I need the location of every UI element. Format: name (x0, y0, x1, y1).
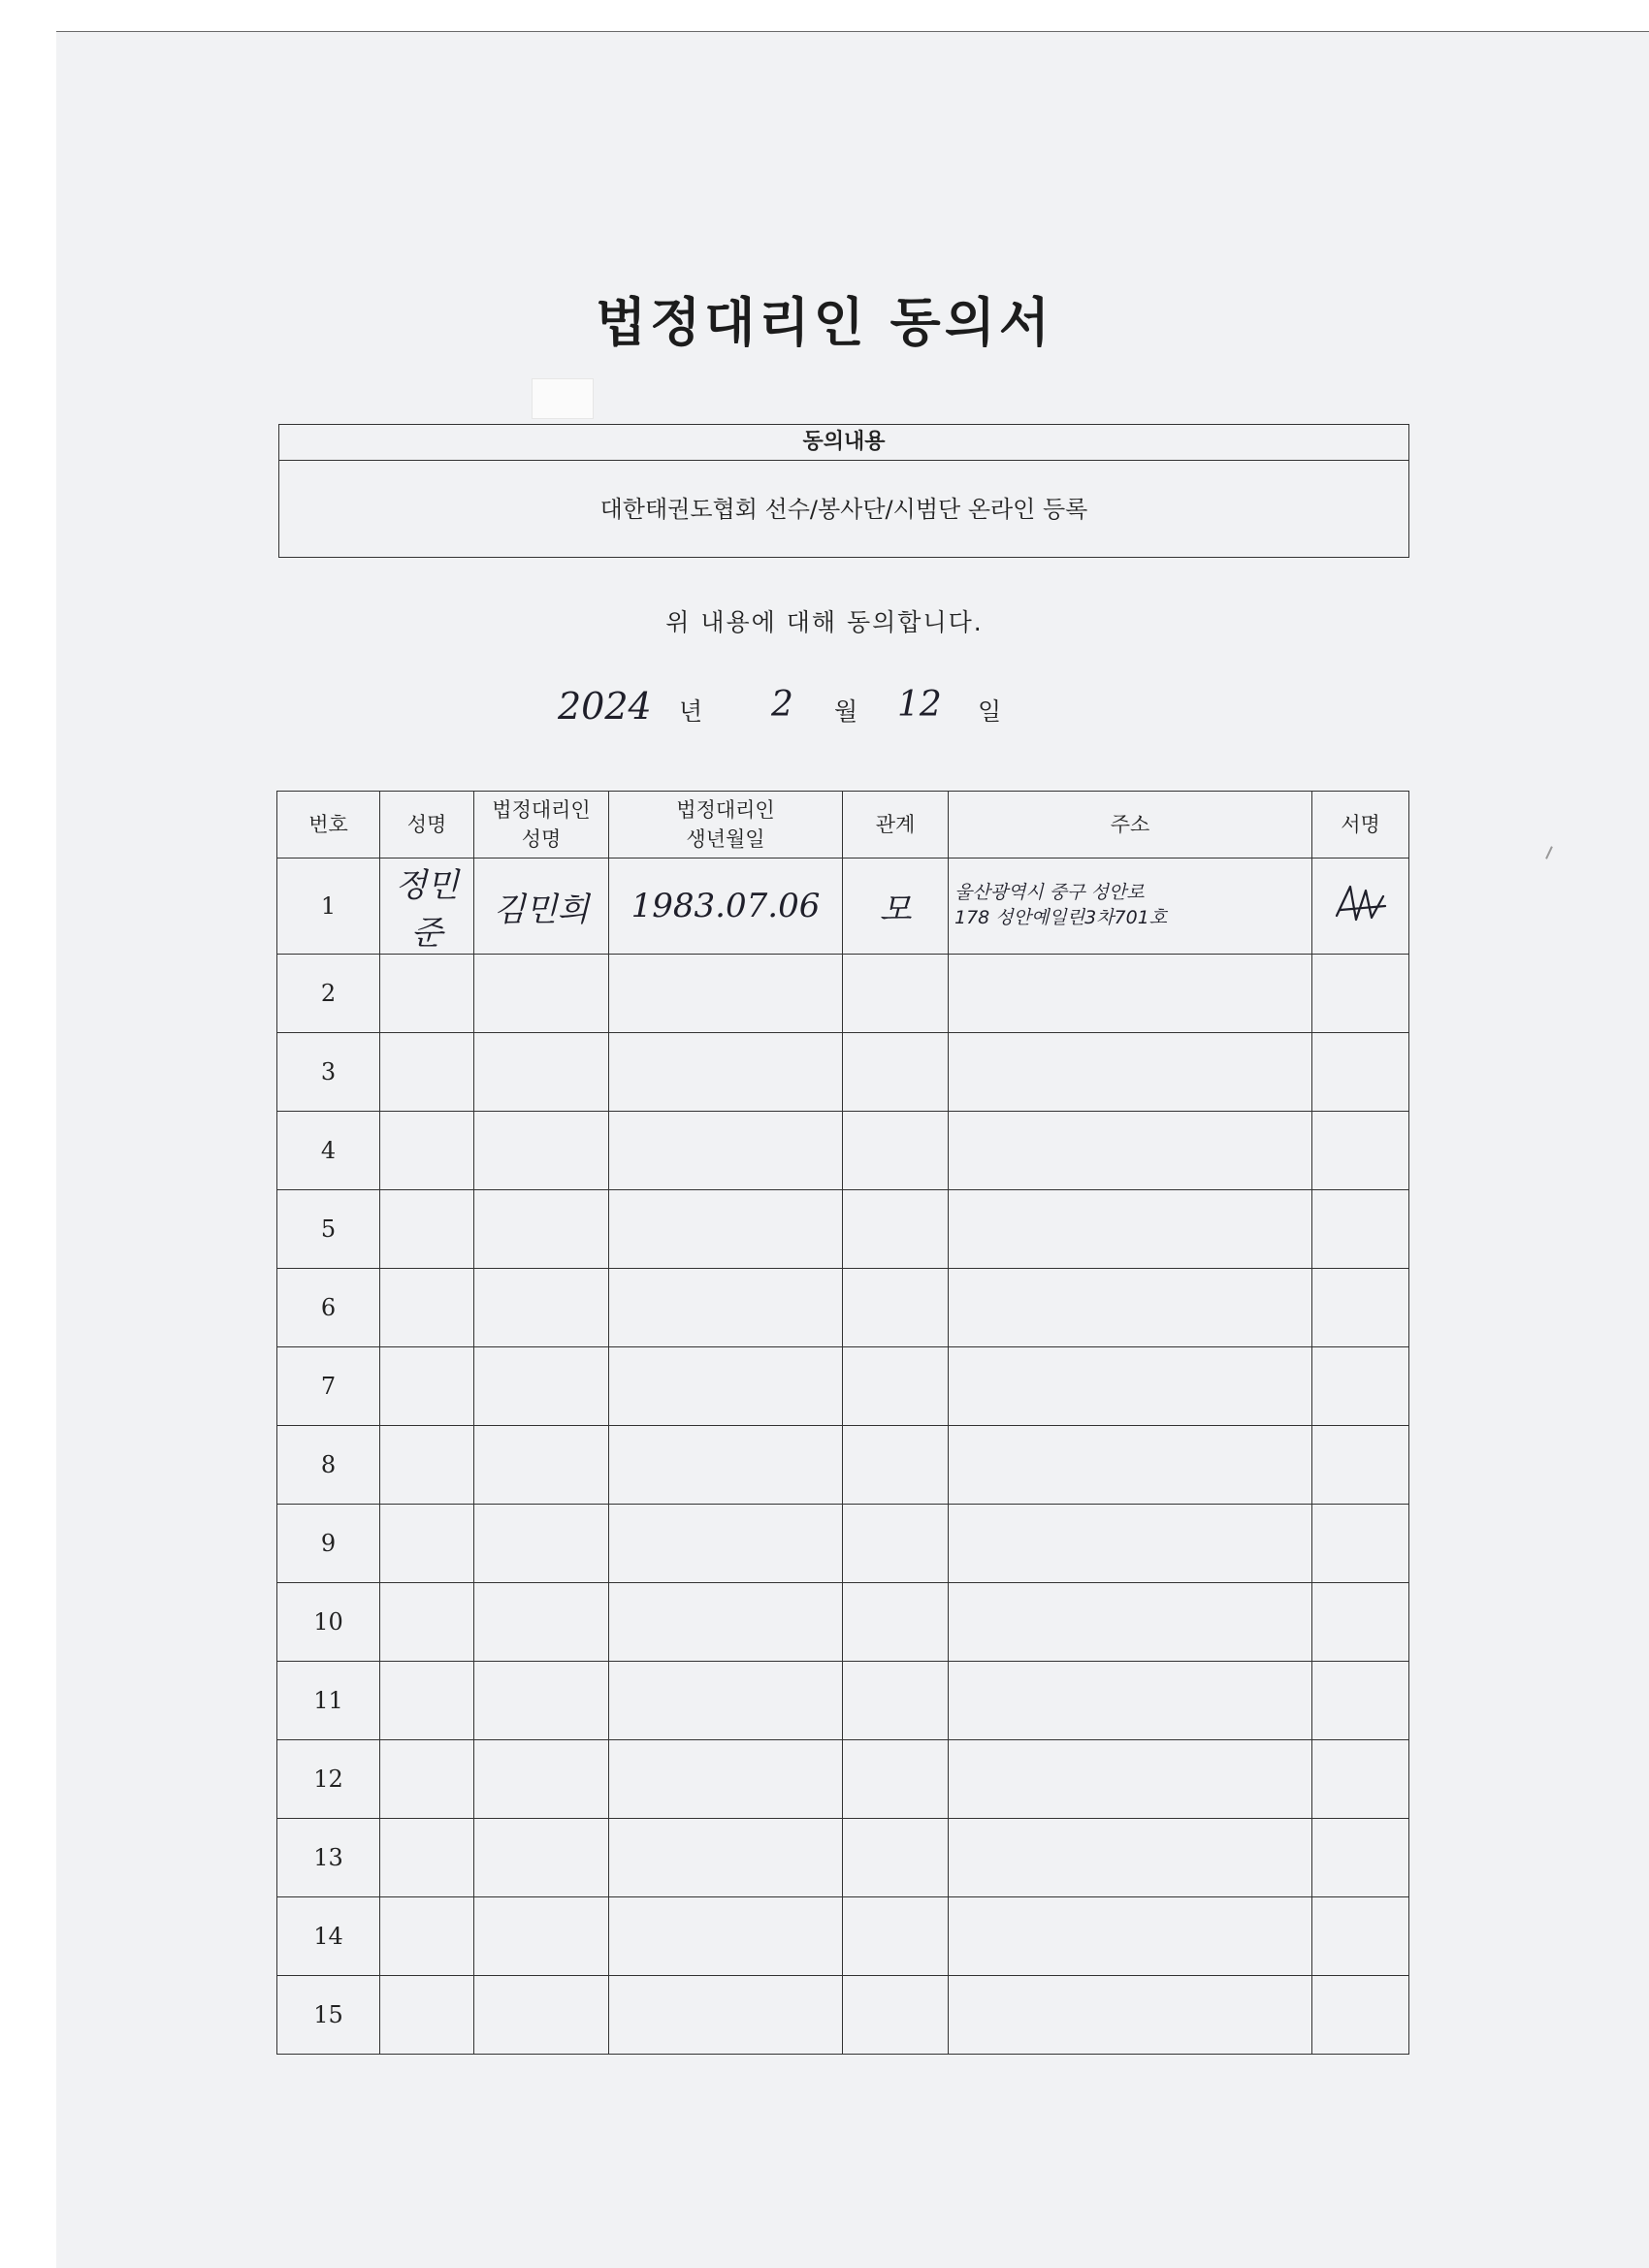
cell-relation (843, 1347, 949, 1426)
cell-guardian-name: 김민희 (474, 859, 609, 955)
cell-guardian-birth (609, 1662, 843, 1740)
cell-address (949, 1583, 1312, 1662)
cell-guardian-name (474, 1976, 609, 2055)
table-row (277, 1897, 1409, 1976)
cell-relation (843, 1583, 949, 1662)
date-day-unit: 일 (978, 697, 1002, 726)
cell-name (380, 1505, 474, 1583)
cell-address (949, 1819, 1312, 1897)
cell-guardian-name (474, 1269, 609, 1347)
cell-relation (843, 1190, 949, 1269)
cell-relation: 모 (843, 859, 949, 955)
cell-signature (1312, 859, 1409, 955)
cell-guardian-birth (609, 1190, 843, 1269)
cell-relation (843, 1426, 949, 1505)
cell-address (949, 859, 1312, 955)
cell-no: 11 (277, 1662, 380, 1740)
cell-signature (1312, 1819, 1409, 1897)
cell-guardian-birth (609, 1583, 843, 1662)
cell-no: 14 (277, 1897, 380, 1976)
cell-no: 13 (277, 1819, 380, 1897)
cell-relation (843, 1976, 949, 2055)
cell-relation (843, 1819, 949, 1897)
cell-guardian-name (474, 1819, 609, 1897)
cell-address (949, 955, 1312, 1033)
table-row (277, 1347, 1409, 1426)
cell-address (949, 1426, 1312, 1505)
date-line (553, 685, 1057, 733)
table-row (277, 1583, 1409, 1662)
header-guardian-name-line1: 법정대리인 (492, 797, 591, 822)
cell-no: 1 (277, 859, 380, 955)
cell-name (380, 1269, 474, 1347)
cell-guardian-birth (609, 1976, 843, 2055)
table-row (277, 1033, 1409, 1112)
cell-guardian-name (474, 1426, 609, 1505)
cell-no: 3 (277, 1033, 380, 1112)
cell-signature (1312, 1740, 1409, 1819)
cell-guardian-birth (609, 1033, 843, 1112)
cell-guardian-name (474, 1347, 609, 1426)
date-month-unit: 월 (834, 697, 858, 726)
cell-address (949, 1662, 1312, 1740)
consent-content: 대한태권도협회 선수/봉사단/시범단 온라인 등록 (599, 496, 1088, 523)
cell-signature (1312, 1033, 1409, 1112)
table-row (277, 1426, 1409, 1505)
cell-address (949, 1112, 1312, 1190)
header-no: 번호 (277, 792, 380, 859)
cell-name: 정민준 (380, 859, 474, 955)
table-row (277, 1662, 1409, 1740)
date-month: 2 (771, 685, 793, 725)
date-day: 12 (897, 685, 942, 725)
cell-signature (1312, 1269, 1409, 1347)
cell-name (380, 1190, 474, 1269)
cell-signature (1312, 1662, 1409, 1740)
scan-edge-top (0, 0, 1649, 32)
scan-stray-mark (1545, 846, 1553, 859)
cell-name (380, 1819, 474, 1897)
cell-guardian-name (474, 1505, 609, 1583)
cell-signature (1312, 1347, 1409, 1426)
signature-mark-icon (1327, 877, 1395, 935)
cell-guardian-birth (609, 1347, 843, 1426)
cell-signature (1312, 1190, 1409, 1269)
cell-guardian-name (474, 955, 609, 1033)
cell-guardian-birth: 1983.07.06 (609, 859, 843, 955)
cell-guardian-name (474, 1112, 609, 1190)
document-title: 법정대리인 동의서 (595, 292, 1054, 353)
header-guardian-birth (609, 792, 843, 859)
cell-address (949, 1976, 1312, 2055)
date-year-unit: 년 (679, 697, 703, 726)
cell-guardian-birth (609, 1269, 843, 1347)
cell-name (380, 955, 474, 1033)
cell-guardian-birth (609, 1897, 843, 1976)
cell-guardian-birth (609, 955, 843, 1033)
table-row (277, 1740, 1409, 1819)
cell-relation (843, 1112, 949, 1190)
cell-guardian-birth (609, 1426, 843, 1505)
cell-no: 6 (277, 1269, 380, 1347)
cell-name (380, 1347, 474, 1426)
consent-box (278, 424, 1409, 558)
cell-guardian-birth (609, 1505, 843, 1583)
cell-signature (1312, 955, 1409, 1033)
table-row (277, 1505, 1409, 1583)
cell-no: 15 (277, 1976, 380, 2055)
cell-relation (843, 1662, 949, 1740)
header-guardian-birth-line1: 법정대리인 (676, 797, 775, 822)
cell-address (949, 1347, 1312, 1426)
cell-guardian-birth (609, 1819, 843, 1897)
cell-no: 8 (277, 1426, 380, 1505)
table-body (277, 859, 1409, 2055)
scan-smudge (532, 378, 594, 419)
cell-relation (843, 1740, 949, 1819)
table-row (277, 955, 1409, 1033)
cell-name (380, 1740, 474, 1819)
address-line2: 178 성안예일린3차701호 (954, 907, 1168, 928)
cell-guardian-birth (609, 1112, 843, 1190)
cell-signature (1312, 1897, 1409, 1976)
cell-signature (1312, 1426, 1409, 1505)
cell-signature (1312, 1583, 1409, 1662)
cell-name (380, 1976, 474, 2055)
cell-address (949, 1505, 1312, 1583)
cell-signature (1312, 1505, 1409, 1583)
header-guardian-birth-line2: 생년월일 (686, 827, 765, 851)
cell-guardian-name (474, 1740, 609, 1819)
cell-relation (843, 1505, 949, 1583)
cell-no: 9 (277, 1505, 380, 1583)
table-row (277, 1112, 1409, 1190)
table-row (277, 1190, 1409, 1269)
header-signature: 서명 (1312, 792, 1409, 859)
date-year: 2024 (558, 685, 652, 728)
cell-guardian-name (474, 1033, 609, 1112)
cell-address (949, 1269, 1312, 1347)
cell-name (380, 1426, 474, 1505)
cell-signature (1312, 1112, 1409, 1190)
cell-no: 5 (277, 1190, 380, 1269)
header-address: 주소 (949, 792, 1312, 859)
cell-address (949, 1033, 1312, 1112)
table-row (277, 1269, 1409, 1347)
header-relation: 관계 (843, 792, 949, 859)
cell-guardian-name (474, 1583, 609, 1662)
cell-guardian-birth (609, 1740, 843, 1819)
cell-no: 10 (277, 1583, 380, 1662)
cell-relation (843, 1033, 949, 1112)
cell-guardian-name (474, 1897, 609, 1976)
cell-name (380, 1897, 474, 1976)
consent-header: 동의내용 (279, 425, 1408, 461)
cell-guardian-name (474, 1190, 609, 1269)
cell-guardian-name (474, 1662, 609, 1740)
cell-relation (843, 1897, 949, 1976)
cell-name (380, 1033, 474, 1112)
table-row (277, 1976, 1409, 2055)
header-guardian-name-line2: 성명 (521, 827, 562, 851)
cell-no: 12 (277, 1740, 380, 1819)
cell-signature (1312, 1976, 1409, 2055)
cell-address (949, 1190, 1312, 1269)
cell-no: 7 (277, 1347, 380, 1426)
header-name: 성명 (380, 792, 474, 859)
agreement-statement: 위 내용에 대해 동의합니다. (665, 608, 984, 636)
cell-no: 2 (277, 955, 380, 1033)
address-line1: 울산광역시 중구 성안로 (954, 882, 1145, 904)
cell-name (380, 1662, 474, 1740)
header-guardian-name (474, 792, 609, 859)
cell-name (380, 1112, 474, 1190)
table-row (277, 859, 1409, 955)
cell-address (949, 1897, 1312, 1976)
cell-name (380, 1583, 474, 1662)
guardian-roster-table (276, 791, 1409, 2055)
cell-no: 4 (277, 1112, 380, 1190)
cell-relation (843, 1269, 949, 1347)
cell-relation (843, 955, 949, 1033)
table-row (277, 1819, 1409, 1897)
cell-address (949, 1740, 1312, 1819)
table-header-row (277, 792, 1409, 859)
